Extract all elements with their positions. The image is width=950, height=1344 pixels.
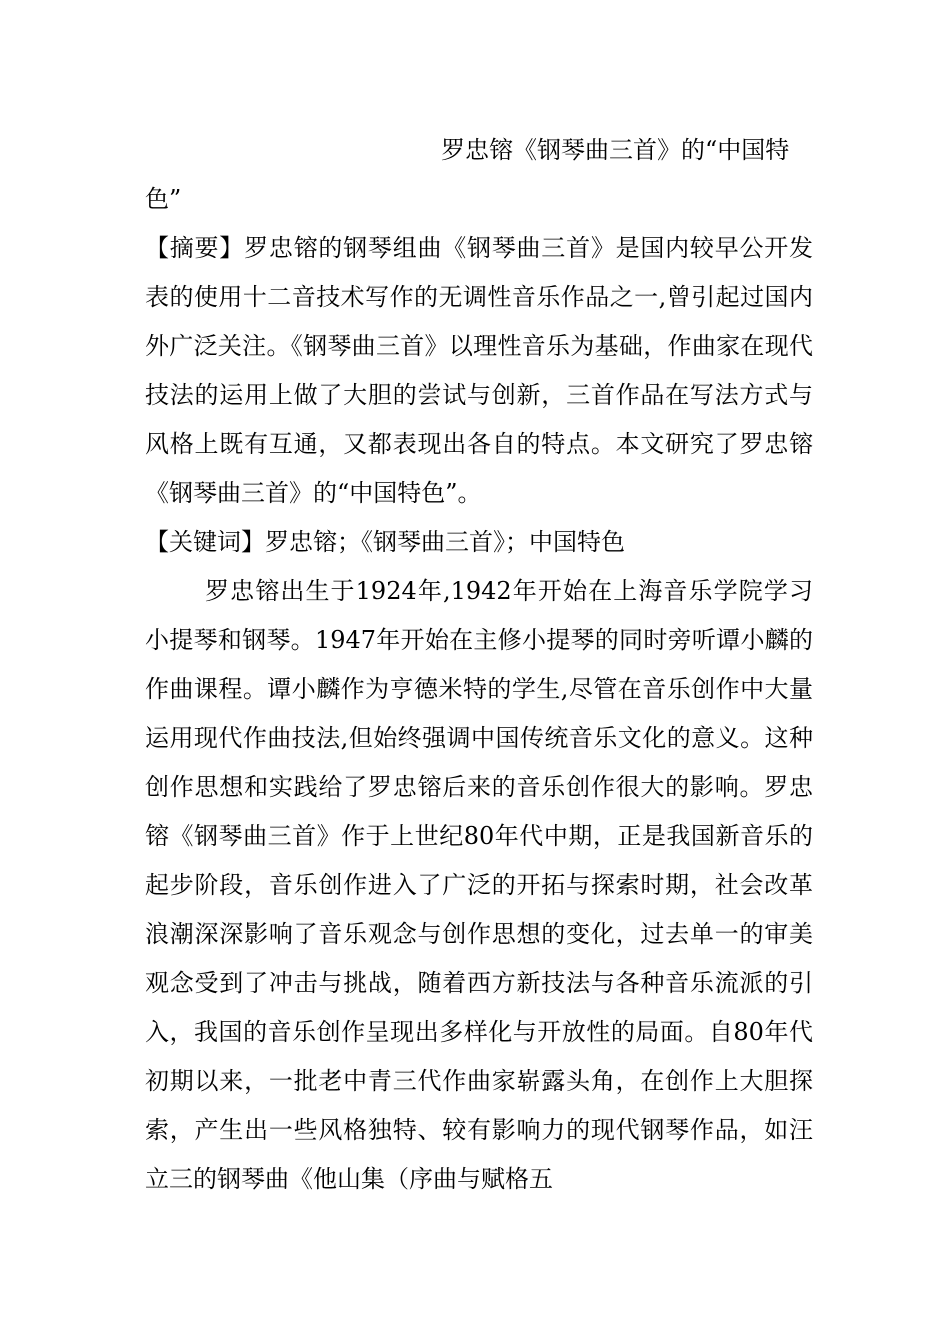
keywords-label: 【关键词】 [145, 528, 265, 556]
keywords-text: 罗忠镕；《钢琴曲三首》；中国特色 [265, 528, 625, 556]
document-title-line-2: 色” [145, 185, 182, 213]
abstract-paragraph [145, 224, 813, 518]
keywords-paragraph [145, 518, 813, 567]
document-title-line-1: 罗忠镕《钢琴曲三首》的“中国特 [441, 136, 790, 164]
document-page [145, 126, 813, 1204]
abstract-label: 【摘要】 [145, 234, 245, 262]
abstract-text: 罗忠镕的钢琴组曲《钢琴曲三首》是国内较早公开发表的使用十二音技术写作的无调性音乐作品之一,曾引起过国内外广泛关注。《钢琴曲三首》以理性音乐为基础，作曲家在现代技法的运用上做了大胆的尝试与创新，三首作品在写法方式与风格上既有互通，又都表现出各自的特点。本文研究了罗忠镕《钢琴曲三首》的“中国特色”。 [145, 234, 813, 507]
body-paragraph: 罗忠镕出生于1924年,1942年开始在上海音乐学院学习小提琴和钢琴。1947年开始在主修小提琴的同时旁听谭小麟的作曲课程。谭小麟作为亨德米特的学生,尽管在音乐创作中大量运用现代作曲技法,但始终强调中国传统音乐文化的意义。这种创作思想和实践给了罗忠镕后来的音乐创作很大的影响。罗忠镕《钢琴曲三首》作于上世纪80年代中期，正是我国新音乐的起步阶段，音乐创作进入了广泛的开拓与探索时期，社会改革浪潮深深影响了音乐观念与创作思想的变化，过去单一的审美观念受到了冲击与挑战，随着西方新技法与各种音乐流派的引入，我国的音乐创作呈现出多样化与开放性的局面。自80年代初期以来，一批老中青三代作曲家崭露头角，在创作上大胆探索，产生出一些风格独特、较有影响力的现代钢琴作品，如汪立三的钢琴曲《他山集（序曲与赋格五 [145, 577, 813, 1193]
